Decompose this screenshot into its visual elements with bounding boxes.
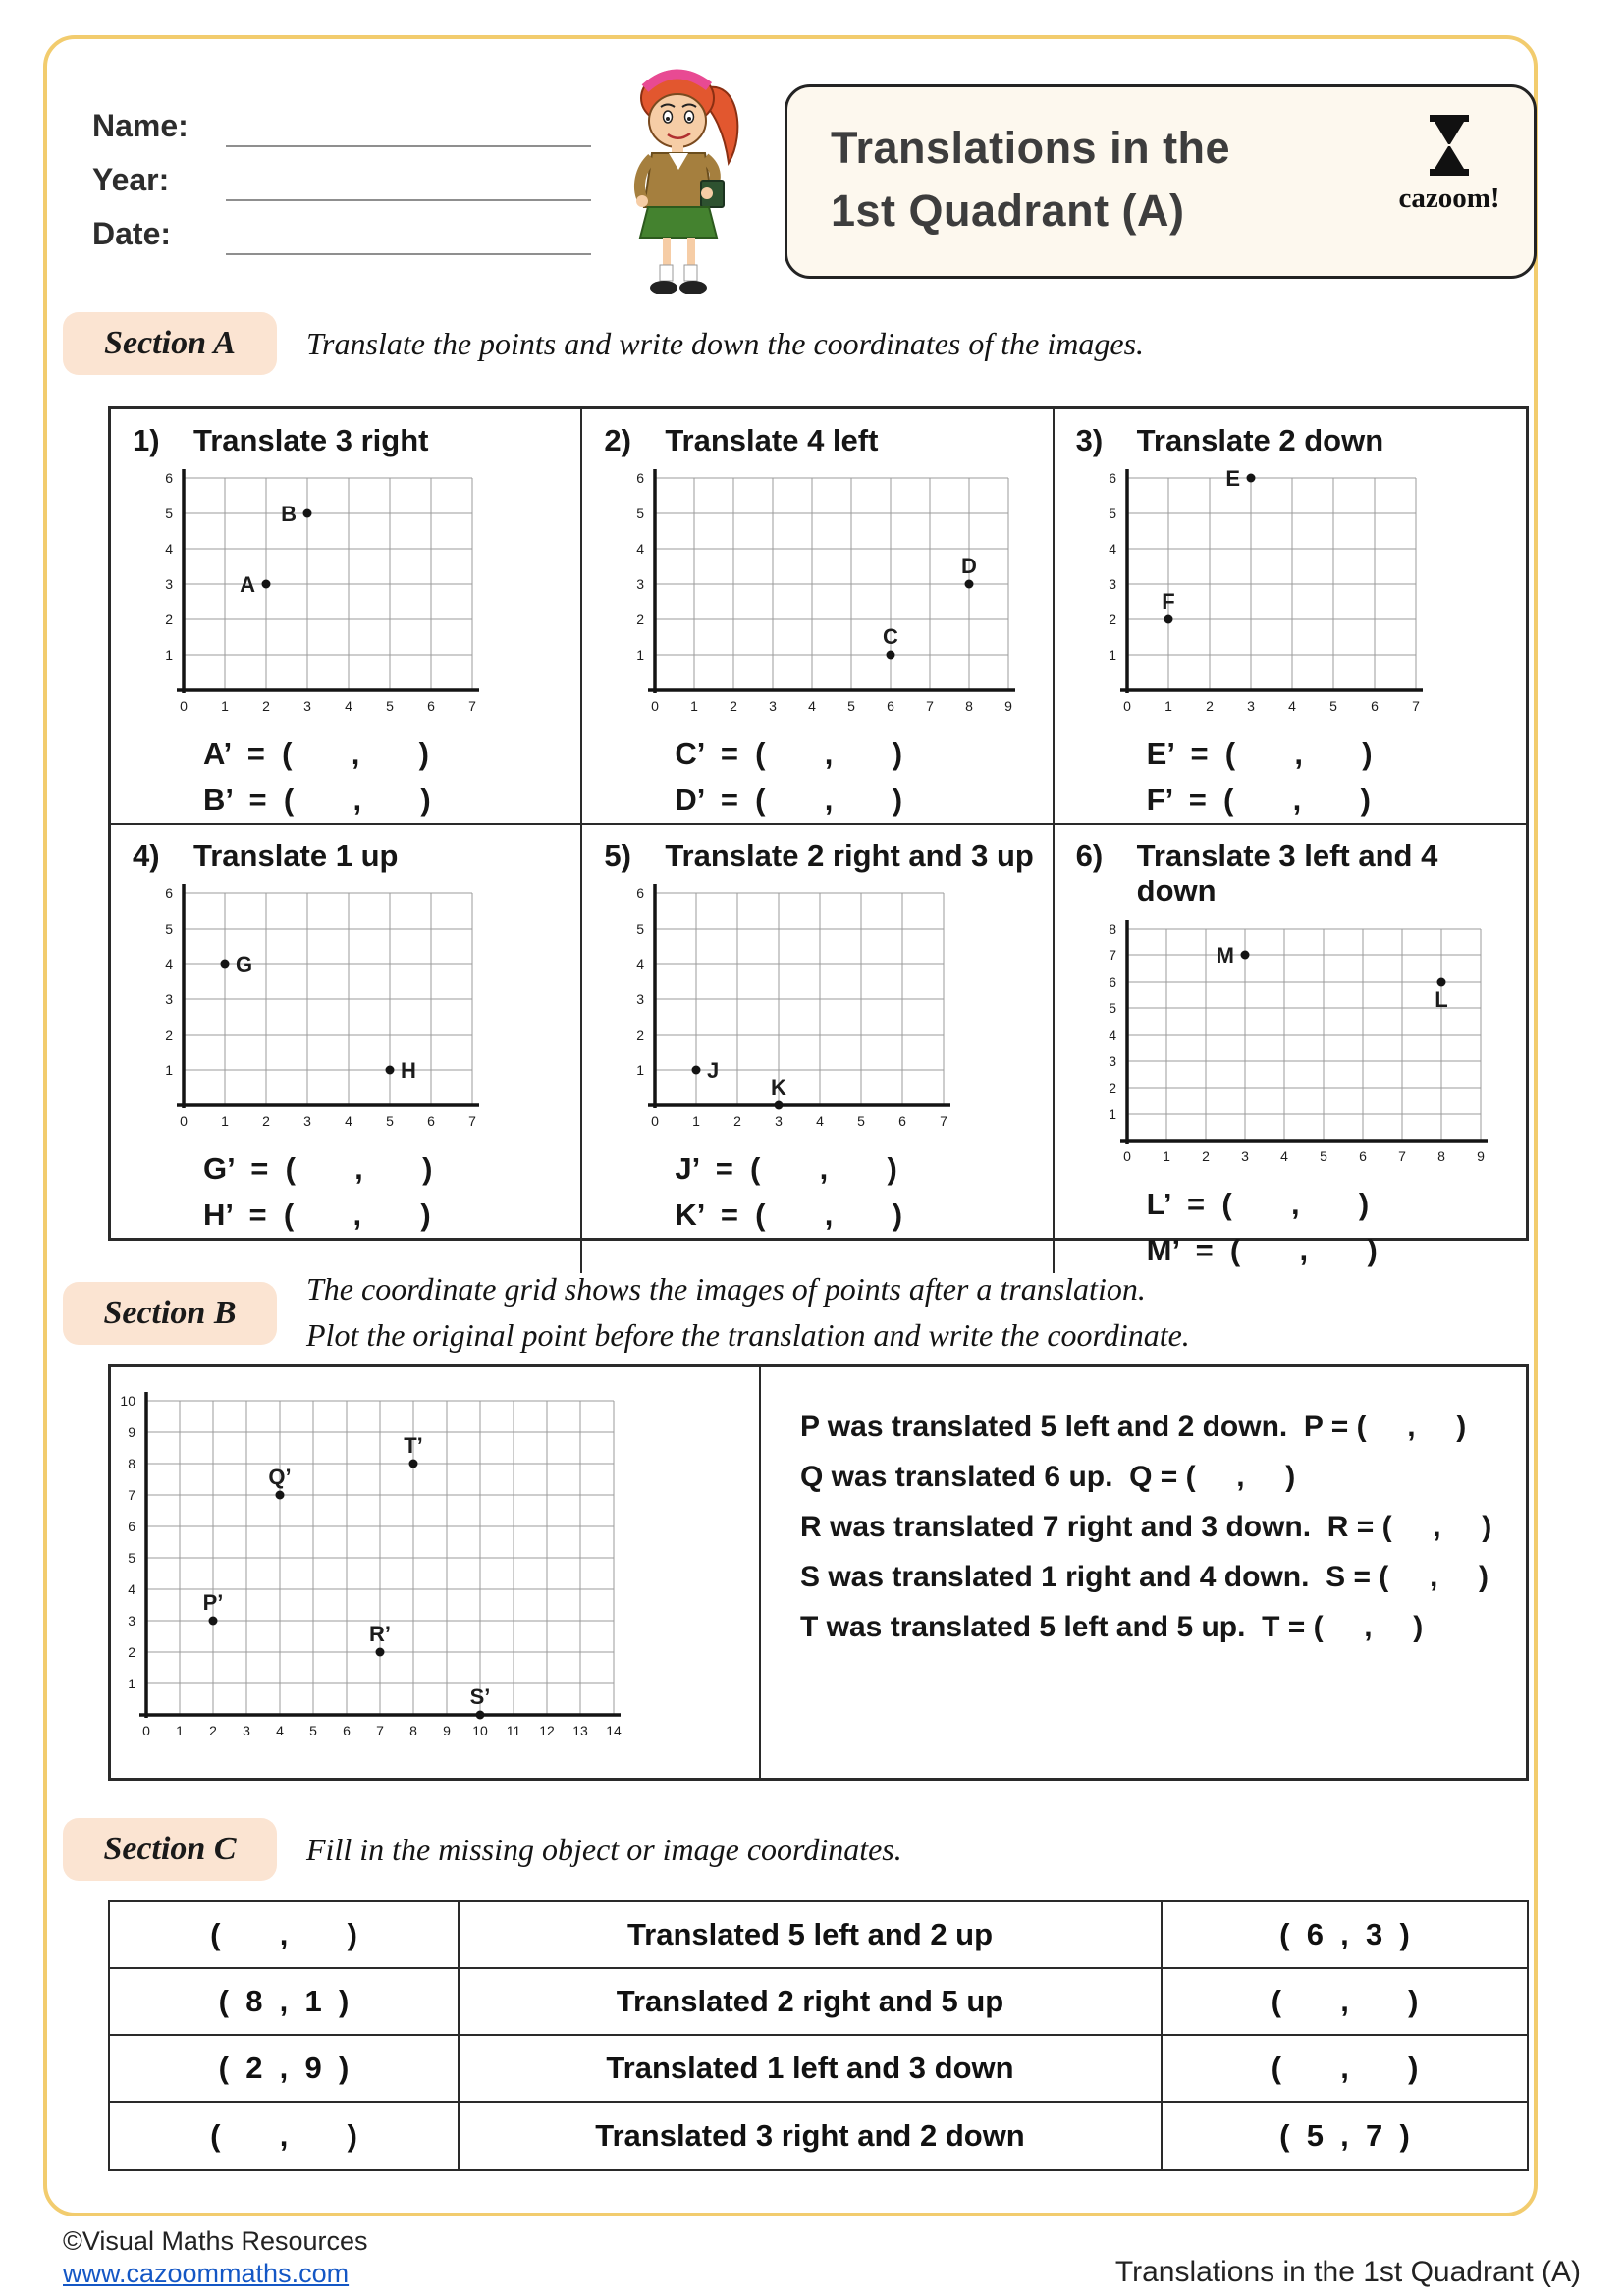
- svg-text:0: 0: [651, 1113, 660, 1129]
- svg-text:1: 1: [1108, 647, 1116, 663]
- problem-grid: [154, 881, 574, 1138]
- answer-blank: C’ = ( , ): [675, 736, 903, 771]
- svg-text:6: 6: [1108, 974, 1116, 989]
- svg-text:4: 4: [636, 541, 645, 557]
- svg-text:1: 1: [1162, 1148, 1170, 1164]
- coordinate-cell: ( , ): [1163, 1969, 1527, 2036]
- svg-text:4: 4: [808, 698, 817, 714]
- svg-text:0: 0: [1122, 698, 1131, 714]
- svg-text:1: 1: [221, 1113, 229, 1129]
- date-label: Date:: [92, 216, 172, 251]
- section-b-question: P was translated 5 left and 2 down. P = ( , ): [800, 1411, 1467, 1443]
- answer-blank: D’ = ( , ): [675, 782, 903, 817]
- svg-text:8: 8: [1436, 1148, 1445, 1164]
- coordinate-cell: ( 5 , 7 ): [1279, 2118, 1410, 2153]
- svg-text:3: 3: [775, 1113, 784, 1129]
- svg-text:9: 9: [443, 1723, 451, 1738]
- point-label: L: [1434, 988, 1448, 1012]
- svg-text:14: 14: [606, 1723, 622, 1738]
- section-a-problems: [108, 406, 1529, 1267]
- coordinate-cell: ( , ): [110, 2103, 460, 2169]
- svg-text:1: 1: [636, 647, 645, 663]
- svg-text:13: 13: [572, 1723, 588, 1738]
- svg-text:8: 8: [965, 698, 974, 714]
- shoe: [650, 281, 677, 294]
- answer-blank: E’ = ( , ): [1146, 736, 1373, 771]
- svg-text:7: 7: [1108, 947, 1116, 963]
- leg: [663, 238, 671, 269]
- point-label: R’: [369, 1622, 391, 1646]
- point-label: B: [281, 502, 297, 526]
- svg-text:4: 4: [1279, 1148, 1288, 1164]
- svg-text:10: 10: [472, 1723, 488, 1738]
- plotted-point: [376, 1648, 385, 1657]
- date-line: [226, 253, 591, 255]
- svg-text:7: 7: [940, 1113, 948, 1129]
- title-line-2: 1st Quadrant (A): [831, 186, 1185, 236]
- answer-blank: G’ = ( , ): [203, 1151, 433, 1186]
- point-label: Q’: [268, 1465, 292, 1489]
- point-label: K: [771, 1075, 787, 1099]
- coordinate-grid: [154, 466, 486, 718]
- name-label: Name:: [92, 108, 189, 143]
- plotted-point: [1164, 615, 1172, 624]
- section-b-instruction-line1: The coordinate grid shows the images of points after a translation.: [306, 1271, 1146, 1307]
- answer-blank: M’ = ( , ): [1146, 1233, 1378, 1267]
- section-c-table: [108, 1900, 1529, 2171]
- problem-number: 6): [1075, 838, 1104, 873]
- plotted-point: [1240, 951, 1249, 960]
- svg-text:4: 4: [128, 1581, 135, 1597]
- svg-text:7: 7: [1397, 1148, 1406, 1164]
- svg-text:11: 11: [506, 1723, 521, 1738]
- section-b-questions: [759, 1367, 1526, 1778]
- svg-text:6: 6: [1358, 1148, 1367, 1164]
- svg-text:7: 7: [926, 698, 935, 714]
- problem-title: Translate 1 up: [193, 838, 399, 873]
- coordinate-grid: [117, 1389, 627, 1742]
- svg-text:3: 3: [303, 1113, 311, 1129]
- answer-blank: K’ = ( , ): [675, 1198, 903, 1232]
- problem-number: 5): [604, 838, 631, 873]
- svg-text:2: 2: [262, 1113, 270, 1129]
- svg-text:5: 5: [847, 698, 856, 714]
- plotted-point: [209, 1617, 218, 1626]
- plotted-point: [276, 1491, 285, 1500]
- svg-text:1: 1: [1164, 698, 1172, 714]
- problem-title: Translate 2 down: [1136, 423, 1384, 457]
- svg-text:3: 3: [165, 991, 173, 1007]
- answer-blank: B’ = ( , ): [203, 782, 431, 817]
- svg-text:3: 3: [636, 991, 645, 1007]
- svg-text:2: 2: [1108, 612, 1116, 627]
- leg: [687, 238, 695, 269]
- svg-text:2: 2: [165, 1027, 173, 1042]
- answer-blank: L’ = ( , ): [1146, 1187, 1370, 1221]
- problem-number: 3): [1075, 423, 1104, 457]
- svg-text:1: 1: [176, 1723, 184, 1738]
- svg-text:7: 7: [376, 1723, 384, 1738]
- svg-text:6: 6: [128, 1519, 135, 1534]
- title-line-1: Translations in the: [831, 123, 1231, 173]
- sock: [684, 265, 697, 281]
- svg-text:2: 2: [1205, 698, 1214, 714]
- plotted-point: [409, 1460, 418, 1468]
- svg-text:0: 0: [142, 1723, 150, 1738]
- svg-text:6: 6: [343, 1723, 351, 1738]
- svg-text:6: 6: [427, 698, 435, 714]
- section-b-question: R was translated 7 right and 3 down. R = ( , ): [800, 1511, 1492, 1543]
- website-link[interactable]: www.cazoommaths.com: [63, 2259, 350, 2288]
- section-b-question: S was translated 1 right and 4 down. S = ( , ): [800, 1561, 1489, 1593]
- svg-text:4: 4: [636, 956, 645, 972]
- problem-4: [111, 825, 582, 1273]
- svg-text:6: 6: [636, 470, 645, 486]
- coordinate-cell: ( , ): [110, 1902, 460, 1969]
- svg-text:6: 6: [427, 1113, 435, 1129]
- plotted-point: [476, 1711, 485, 1720]
- svg-text:5: 5: [1108, 1000, 1116, 1016]
- point-label: H: [401, 1058, 416, 1083]
- coordinate-grid: [1098, 466, 1430, 718]
- problem-answers: [675, 730, 1046, 823]
- plotted-point: [386, 1066, 395, 1075]
- problem-grid: [1098, 917, 1520, 1173]
- plotted-point: [965, 580, 974, 589]
- problem-title: Translate 3 right: [193, 423, 429, 457]
- point-label: D: [961, 554, 978, 578]
- plotted-point: [303, 509, 312, 518]
- svg-text:5: 5: [1319, 1148, 1327, 1164]
- svg-text:6: 6: [887, 698, 895, 714]
- svg-text:5: 5: [386, 698, 394, 714]
- svg-text:5: 5: [636, 921, 645, 936]
- cazoom-logo-text: cazoom!: [1398, 183, 1500, 214]
- svg-text:6: 6: [165, 885, 173, 901]
- coordinate-cell: ( 6 , 3 ): [1163, 1902, 1527, 1969]
- problem-6: [1055, 825, 1526, 1273]
- svg-text:4: 4: [1287, 698, 1296, 714]
- svg-text:2: 2: [209, 1723, 217, 1738]
- svg-text:0: 0: [180, 698, 188, 714]
- svg-text:1: 1: [1108, 1106, 1116, 1122]
- svg-text:4: 4: [345, 698, 352, 714]
- problem-header: [1076, 423, 1520, 458]
- section-b-label: Section B: [63, 1282, 277, 1345]
- footer-worksheet-title: Translations in the 1st Quadrant (A): [1114, 2256, 1581, 2288]
- svg-text:0: 0: [180, 1113, 188, 1129]
- coordinate-cell: ( 2 , 9 ): [110, 2036, 460, 2103]
- hourglass-icon: [1423, 115, 1476, 176]
- section-b-question: T was translated 5 left and 5 up. T = ( , ): [800, 1611, 1424, 1643]
- svg-text:2: 2: [262, 698, 270, 714]
- svg-text:10: 10: [120, 1393, 135, 1409]
- problem-answers: [203, 1146, 574, 1238]
- year-line: [226, 199, 591, 201]
- svg-text:0: 0: [651, 698, 660, 714]
- problem-title: Translate 4 left: [665, 423, 879, 457]
- problem-1: [111, 409, 582, 825]
- svg-text:3: 3: [1246, 698, 1255, 714]
- svg-text:1: 1: [692, 1113, 701, 1129]
- pupil: [687, 117, 691, 121]
- section-b-instruction-line2: Plot the original point before the translation and write the coordinate.: [306, 1317, 1190, 1353]
- svg-text:4: 4: [816, 1113, 825, 1129]
- svg-text:4: 4: [165, 541, 173, 557]
- svg-text:12: 12: [539, 1723, 555, 1738]
- answer-blank: F’ = ( , ): [1146, 782, 1371, 817]
- svg-text:8: 8: [128, 1456, 135, 1471]
- svg-text:6: 6: [165, 470, 173, 486]
- coordinate-grid: [625, 466, 1022, 718]
- svg-text:5: 5: [1328, 698, 1337, 714]
- problem-grid: [625, 466, 1046, 722]
- svg-text:6: 6: [636, 885, 645, 901]
- svg-text:5: 5: [636, 506, 645, 521]
- svg-text:5: 5: [128, 1550, 135, 1566]
- svg-text:4: 4: [1108, 541, 1116, 557]
- problem-number: 4): [133, 838, 160, 873]
- coordinate-grid: [1098, 917, 1494, 1168]
- svg-text:7: 7: [1411, 698, 1420, 714]
- answer-blank: J’ = ( , ): [675, 1151, 897, 1186]
- svg-text:9: 9: [1004, 698, 1013, 714]
- svg-text:2: 2: [733, 1113, 742, 1129]
- svg-text:5: 5: [165, 506, 173, 521]
- svg-text:1: 1: [690, 698, 699, 714]
- point-label: C: [883, 624, 899, 649]
- svg-text:1: 1: [165, 1062, 173, 1078]
- svg-text:0: 0: [1122, 1148, 1131, 1164]
- svg-text:3: 3: [1240, 1148, 1249, 1164]
- sock: [660, 265, 673, 281]
- problem-header: [1076, 838, 1520, 909]
- problem-header: [133, 423, 574, 458]
- worksheet-title: [831, 117, 1230, 242]
- svg-text:2: 2: [165, 612, 173, 627]
- translation-description: Translated 3 right and 2 down: [460, 2103, 1163, 2169]
- skirt: [640, 207, 717, 238]
- point-label: E: [1224, 466, 1240, 491]
- svg-text:6: 6: [1370, 698, 1379, 714]
- svg-text:5: 5: [165, 921, 173, 936]
- problem-answers: [1147, 730, 1520, 823]
- section-b-grid: [117, 1389, 627, 1747]
- coordinate-cell: ( , ): [1163, 2036, 1527, 2103]
- svg-text:2: 2: [128, 1644, 135, 1660]
- plotted-point: [1246, 474, 1255, 483]
- svg-text:5: 5: [1108, 506, 1116, 521]
- hand: [636, 195, 648, 207]
- svg-text:2: 2: [636, 612, 645, 627]
- shoe: [679, 281, 707, 294]
- svg-text:3: 3: [1108, 1053, 1116, 1069]
- svg-text:4: 4: [1108, 1027, 1116, 1042]
- svg-text:6: 6: [898, 1113, 907, 1129]
- hand: [701, 187, 713, 199]
- svg-text:3: 3: [128, 1613, 135, 1629]
- plotted-point: [775, 1101, 784, 1110]
- problem-number: 1): [133, 423, 160, 457]
- svg-text:1: 1: [221, 698, 229, 714]
- problem-grid: [1098, 466, 1520, 722]
- svg-text:2: 2: [1108, 1080, 1116, 1095]
- point-label: P’: [202, 1590, 224, 1615]
- answer-blank: H’ = ( , ): [203, 1198, 431, 1232]
- coordinate-grid: [154, 881, 486, 1133]
- svg-text:3: 3: [303, 698, 311, 714]
- copyright-text: ©Visual Maths Resources: [63, 2226, 368, 2256]
- translation-description: Translated 1 left and 3 down: [460, 2036, 1163, 2103]
- section-b-panel: [108, 1364, 1529, 1781]
- translation-description: Translated 2 right and 5 up: [460, 1969, 1163, 2036]
- svg-text:7: 7: [468, 1113, 476, 1129]
- plotted-point: [887, 651, 895, 660]
- coordinate-grid: [625, 881, 957, 1133]
- plotted-point: [262, 580, 271, 589]
- svg-text:3: 3: [769, 698, 778, 714]
- point-label: A: [240, 572, 255, 597]
- problem-title: Translate 2 right and 3 up: [665, 838, 1034, 873]
- svg-text:3: 3: [165, 576, 173, 592]
- section-c-label: Section C: [63, 1818, 277, 1881]
- point-label: S’: [469, 1684, 491, 1709]
- problem-grid: [154, 466, 574, 722]
- title-box: [785, 84, 1537, 279]
- svg-text:8: 8: [409, 1723, 417, 1738]
- svg-text:7: 7: [128, 1487, 135, 1503]
- cazoom-logo: [1390, 115, 1508, 215]
- plotted-point: [692, 1066, 701, 1075]
- problem-title: Translate 3 left and 4 down: [1136, 838, 1438, 908]
- svg-text:4: 4: [345, 1113, 352, 1129]
- translation-description: Translated 5 left and 2 up: [460, 1902, 1163, 1969]
- svg-text:3: 3: [636, 576, 645, 592]
- problem-grid: [625, 881, 1046, 1138]
- svg-text:9: 9: [128, 1424, 135, 1440]
- name-line: [226, 145, 591, 147]
- svg-text:5: 5: [857, 1113, 866, 1129]
- point-label: M: [1216, 943, 1234, 968]
- problem-3: [1055, 409, 1526, 825]
- problem-5: [582, 825, 1054, 1273]
- pupil: [666, 117, 670, 121]
- section-a-label: Section A: [63, 312, 277, 375]
- problem-header: [133, 838, 574, 874]
- point-label: J: [707, 1058, 720, 1083]
- year-label: Year:: [92, 162, 170, 197]
- svg-text:1: 1: [636, 1062, 645, 1078]
- svg-text:7: 7: [468, 698, 476, 714]
- problem-answers: [1147, 1181, 1520, 1273]
- svg-text:3: 3: [1108, 576, 1116, 592]
- problem-header: [604, 423, 1046, 458]
- problem-2: [582, 409, 1054, 825]
- svg-text:3: 3: [243, 1723, 250, 1738]
- svg-text:4: 4: [165, 956, 173, 972]
- point-label: G: [236, 952, 253, 977]
- svg-text:5: 5: [309, 1723, 317, 1738]
- svg-text:1: 1: [128, 1676, 135, 1691]
- problem-answers: [203, 730, 574, 823]
- section-c-instruction: Fill in the missing object or image coordinates.: [306, 1832, 902, 1867]
- svg-text:2: 2: [636, 1027, 645, 1042]
- plotted-point: [221, 960, 230, 969]
- problem-number: 2): [604, 423, 631, 457]
- point-label: T’: [404, 1433, 423, 1458]
- svg-text:2: 2: [730, 698, 738, 714]
- student-clipart: [607, 47, 762, 300]
- answer-blank: A’ = ( , ): [203, 736, 429, 771]
- svg-text:9: 9: [1476, 1148, 1485, 1164]
- problem-header: [604, 838, 1046, 874]
- svg-text:6: 6: [1108, 470, 1116, 486]
- svg-text:8: 8: [1108, 921, 1116, 936]
- svg-text:1: 1: [165, 647, 173, 663]
- coordinate-cell: ( 8 , 1 ): [110, 1969, 460, 2036]
- section-a-instruction: Translate the points and write down the coordinates of the images.: [306, 326, 1145, 361]
- section-b-question: Q was translated 6 up. Q = ( , ): [800, 1461, 1296, 1493]
- svg-text:4: 4: [276, 1723, 284, 1738]
- point-label: F: [1161, 589, 1175, 614]
- section-b-instruction: [306, 1266, 1190, 1359]
- svg-text:5: 5: [386, 1113, 394, 1129]
- plotted-point: [1436, 978, 1445, 987]
- problem-answers: [675, 1146, 1046, 1238]
- svg-text:2: 2: [1201, 1148, 1210, 1164]
